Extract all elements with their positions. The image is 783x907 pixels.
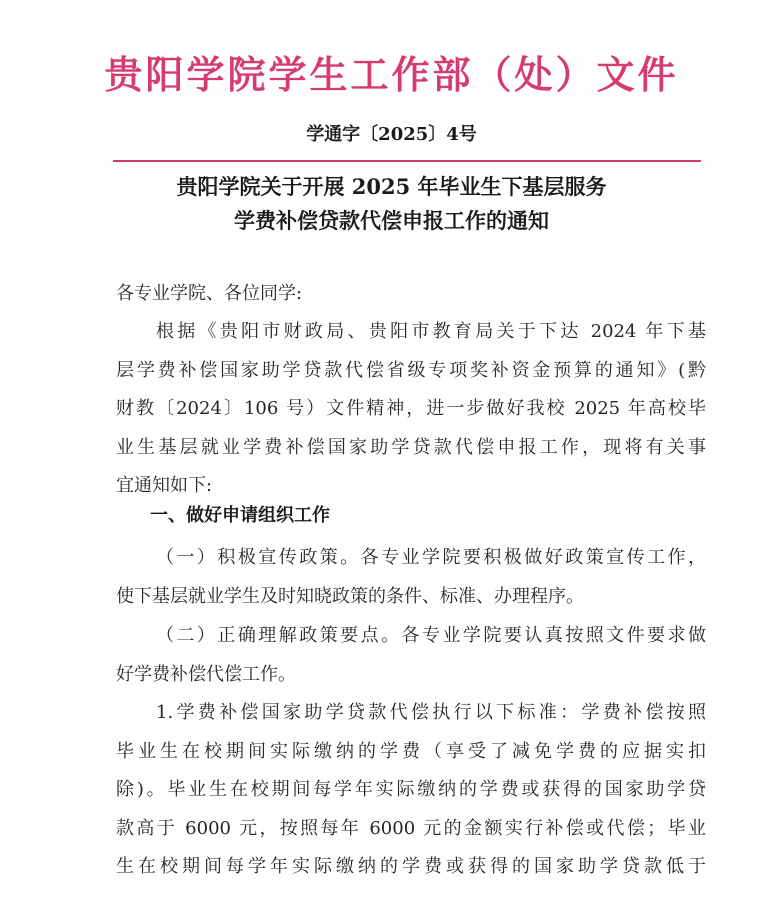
paragraph-line: 好学费补偿代偿工作。 (116, 663, 296, 685)
paragraph-line: 款高于 6000 元，按照每年 6000 元的金额实行补偿或代偿；毕业 (116, 817, 706, 839)
paragraph-line: 层学费补偿国家助学贷款代偿省级专项奖补资金预算的通知》(黔 (116, 359, 706, 381)
paragraph-policy-publicity (116, 539, 706, 616)
paragraph-line: （二）正确理解政策要点。各专业学院要认真按照文件要求做 (156, 625, 706, 646)
paragraph-line: 业生基层就业学费补偿国家助学贷款代偿申报工作，现将有关事 (116, 436, 706, 458)
paragraph-line: 财教〔2024〕106 号）文件精神，进一步做好我校 2025 年高校毕 (116, 398, 706, 420)
paragraph-line: （一）积极宣传政策。各专业学院要积极做好政策宣传工作， (156, 547, 706, 568)
section-heading-1: 一、做好申请组织工作 (150, 505, 330, 526)
paragraph-line: 1.学费补偿国家助学贷款代偿执行以下标准：学费补偿按照 (156, 702, 706, 723)
notice-title-line-2: 学费补偿贷款代偿申报工作的通知 (234, 208, 549, 233)
paragraph-policy-understanding (116, 617, 706, 694)
red-divider-line (113, 160, 701, 162)
paragraph-line: 根据《贵阳市财政局、贵阳市教育局关于下达 2024 年下基 (156, 321, 706, 342)
document-header-title: 贵阳学院学生工作部（处）文件 (104, 52, 679, 97)
paragraph-line: 除)。毕业生在校期间每学年实际缴纳的学费或获得的国家助学贷 (116, 779, 706, 801)
document-number: 学通字〔2025〕4号 (306, 124, 477, 145)
paragraph-standards (116, 694, 706, 887)
paragraph-line: 宜通知如下: (116, 475, 213, 497)
paragraph-line: 毕业生在校期间实际缴纳的学费（享受了减免学费的应据实扣 (116, 740, 706, 762)
salutation (116, 275, 706, 314)
paragraph-line: 生在校期间每学年实际缴纳的学费或获得的国家助学贷款低于 (116, 856, 706, 878)
notice-title-line-1: 贵阳学院关于开展 2025 年毕业生下基层服务 (176, 174, 607, 199)
paragraph-intro (116, 313, 706, 506)
salutation-text: 各专业学院、各位同学: (116, 283, 303, 304)
paragraph-line: 使下基层就业学生及时知晓政策的条件、标准、办理程序。 (116, 585, 584, 607)
